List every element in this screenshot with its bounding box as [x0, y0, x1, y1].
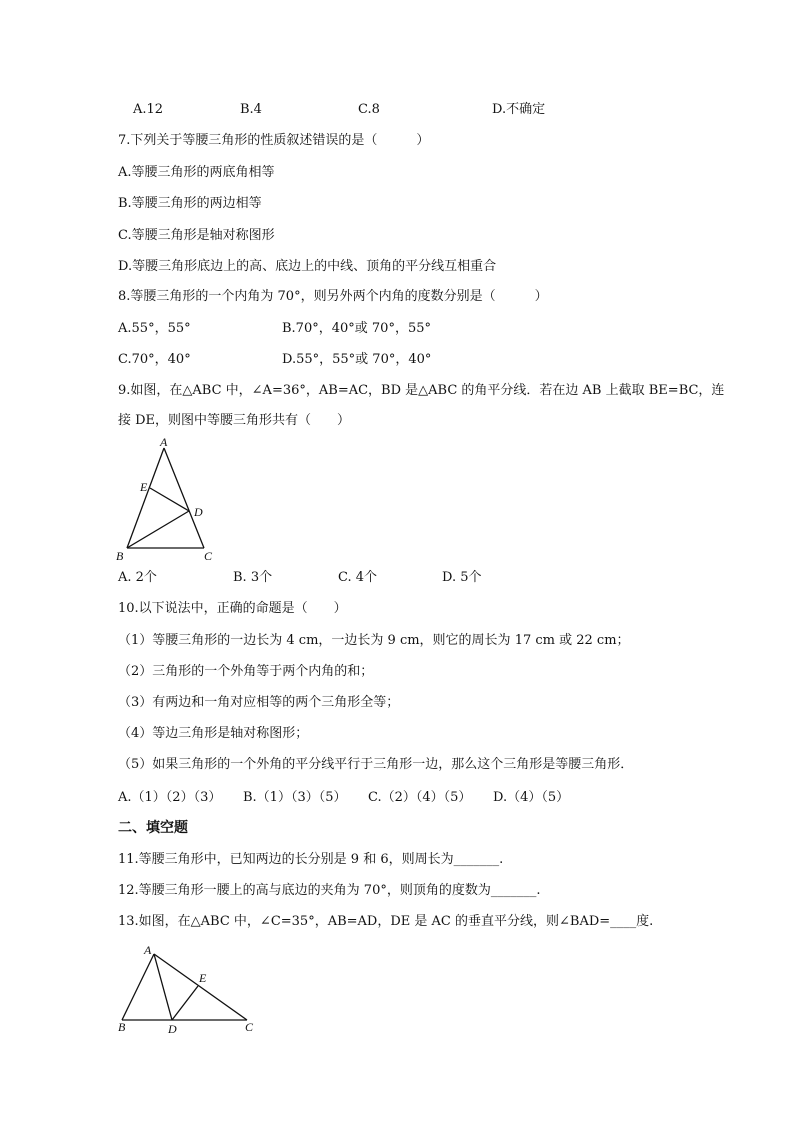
- q13-segment-ac: [154, 954, 247, 1020]
- q9-label-a: A: [160, 435, 168, 449]
- q10-stem: 10.以下说法中，正确的命题是（ ）: [118, 601, 347, 616]
- q13-label-c: C: [245, 1020, 254, 1034]
- q13-label-b: B: [118, 1020, 126, 1034]
- q6-option-d: D.不确定: [492, 102, 546, 117]
- q9-segment-bd: [127, 511, 189, 548]
- q10-option-a: A.（1）（2）（3）: [118, 790, 222, 805]
- q10-statement-2: （2）三角形的一个外角等于两个内角的和；: [118, 664, 374, 679]
- q9-option-b: B. 3个: [233, 570, 273, 585]
- q9-stem-line2: 接 DE，则图中等腰三角形共有（ ）: [118, 413, 351, 428]
- q9-stem-line1: 9.如图，在△ABC 中，∠A=36°，AB=AC，BD 是△ABC 的角平分线．若在边 AB 上截取 BE=BC，连: [118, 383, 725, 398]
- q9-figure: [112, 434, 222, 566]
- q10-statement-4: （4）等边三角形是轴对称图形；: [118, 726, 309, 741]
- q9-segment-de: [150, 488, 189, 511]
- q13-segment-ab: [122, 954, 154, 1020]
- q10-statement-5: （5）如果三角形的一个外角的平分线平行于三角形一边，那么这个三角形是等腰三角形．: [118, 757, 634, 772]
- q9-label-e: E: [140, 480, 148, 494]
- q13-segment-de: [172, 986, 198, 1020]
- q8-option-d: D.55°，55°或 70°，40°: [282, 352, 432, 367]
- q6-option-a: A.12: [133, 102, 164, 117]
- q9-option-c: C. 4个: [338, 570, 378, 585]
- q13-label-d: D: [168, 1022, 177, 1036]
- q8-stem: 8.等腰三角形的一个内角为 70°，则另外两个内角的度数分别是（ ）: [118, 289, 548, 304]
- q10-option-d: D.（4）（5）: [493, 790, 570, 805]
- q9-segment-ab: [127, 448, 164, 548]
- q12-stem: 12.等腰三角形一腰上的高与底边的夹角为 70°，则顶角的度数为_______.: [118, 883, 541, 898]
- q6-option-b: B.4: [240, 102, 262, 117]
- q6-option-c: C.8: [358, 102, 380, 117]
- q10-statement-3: （3）有两边和一角对应相等的两个三角形全等；: [118, 695, 400, 710]
- q7-option-c: C.等腰三角形是轴对称图形: [118, 228, 275, 243]
- q10-statement-1: （1）等腰三角形的一边长为 4 cm，一边长为 9 cm，则它的周长为 17 cm 或 22 cm；: [118, 633, 630, 648]
- q7-option-b: B.等腰三角形的两边相等: [118, 196, 262, 211]
- q8-option-b: B.70°，40°或 70°，55°: [282, 321, 431, 336]
- q11-stem: 11.等腰三角形中，已知两边的长分别是 9 和 6，则周长为_______.: [118, 852, 504, 867]
- q7-option-d: D.等腰三角形底边上的高、底边上的中线、顶角的平分线互相重合: [118, 259, 497, 274]
- q8-option-a: A.55°，55°: [118, 321, 191, 336]
- q7-option-a: A.等腰三角形的两底角相等: [118, 165, 275, 180]
- q13-figure: [112, 942, 262, 1036]
- q13-label-a: A: [144, 943, 152, 957]
- q9-label-c: C: [204, 549, 213, 563]
- q7-stem: 7.下列关于等腰三角形的性质叙述错误的是（ ）: [118, 133, 430, 148]
- q9-option-d: D. 5个: [442, 570, 482, 585]
- q9-option-a: A. 2个: [118, 570, 157, 585]
- q9-segment-ac: [164, 448, 204, 548]
- q13-stem: 13.如图，在△ABC 中，∠C=35°，AB=AD，DE 是 AC 的垂直平分线，则∠BAD=____度.: [118, 914, 654, 929]
- q8-option-c: C.70°，40°: [118, 352, 191, 367]
- q10-option-b: B.（1）（3）（5）: [243, 790, 347, 805]
- section-title-fill-in: 二、填空题: [118, 820, 188, 836]
- q13-label-e: E: [199, 971, 207, 985]
- q9-label-d: D: [194, 505, 203, 519]
- q13-segment-ad: [154, 954, 172, 1020]
- q9-label-b: B: [116, 549, 124, 563]
- q10-option-c: C.（2）（4）（5）: [368, 790, 472, 805]
